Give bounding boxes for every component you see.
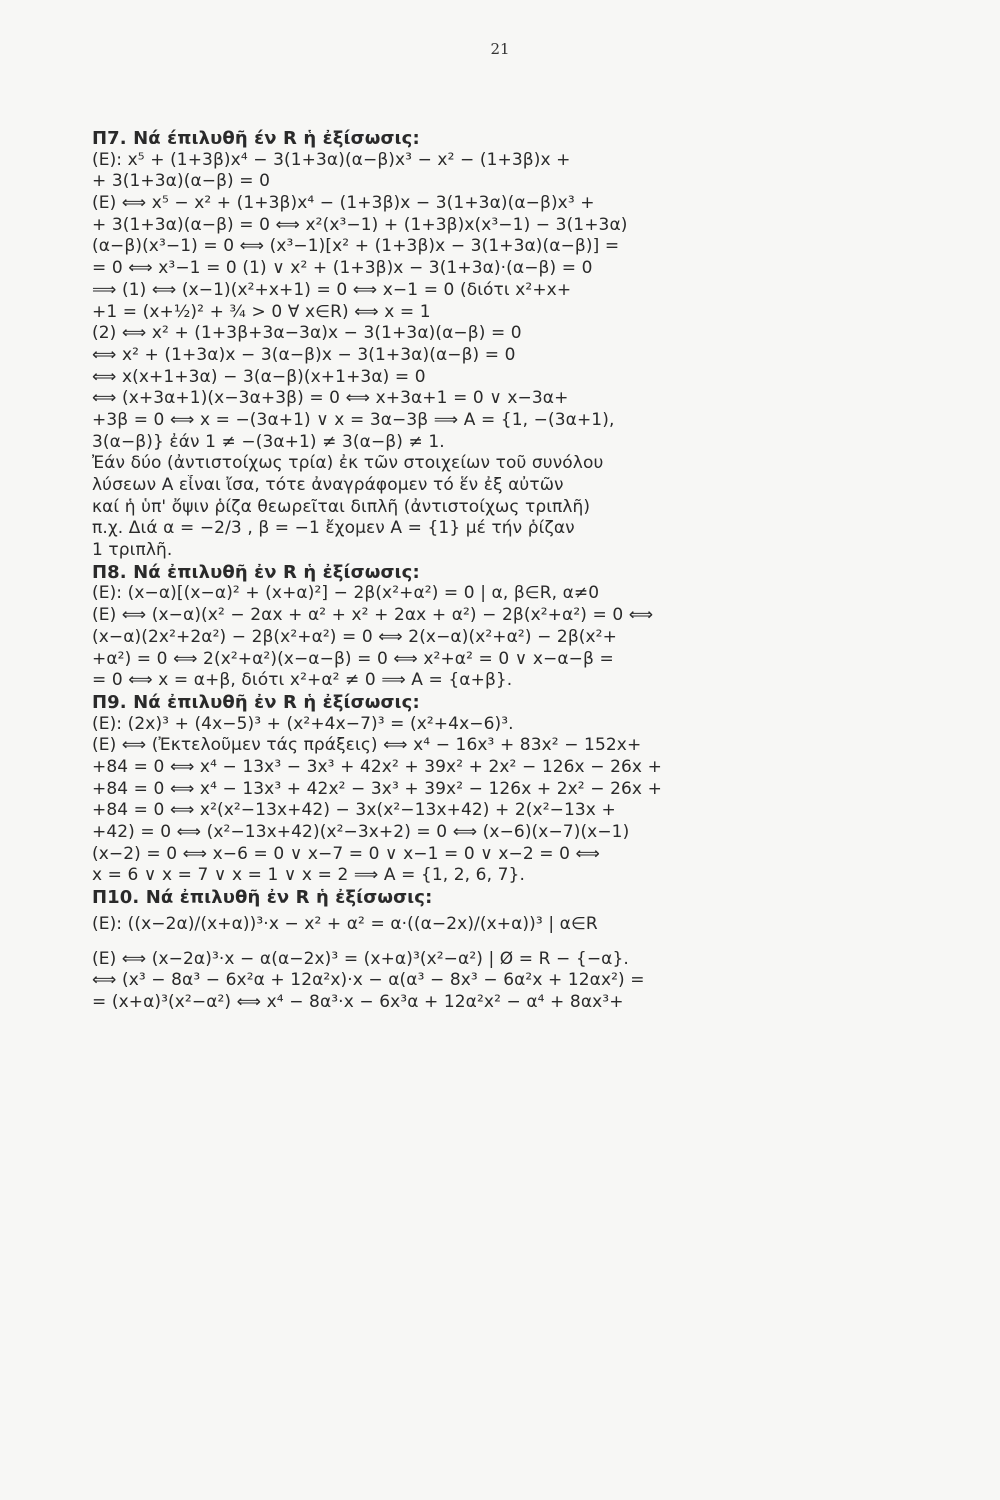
text-line: λύσεων A εἶναι ἴσα, τότε ἀναγράφομεν τό ἕν ἐξ αὐτῶν: [92, 475, 564, 495]
text-line: +84 = 0 ⟺ x²(x²−13x+42) − 3x(x²−13x+42) + 2(x²−13x +: [92, 800, 616, 821]
text-line: ⟺ (x³ − 8α³ − 6x²α + 12α²x)·x − α(α³ − 8x³ − 6α²x + 12αx²) =: [92, 970, 645, 991]
text-line: +3β = 0 ⟺ x = −(3α+1) ∨ x = 3α−3β ⟹ A = {1, −(3α+1),: [92, 409, 615, 430]
problem-heading: Π10. Νά ἐπιλυθῆ ἐν R ἡ ἐξίσωσις:: [92, 887, 433, 909]
text-line: = 0 ⟺ x = α+β, διότι x²+α² ≠ 0 ⟹ A = {α+β}.: [92, 670, 513, 691]
text-line: + 3(1+3α)(α−β) = 0 ⟺ x²(x³−1) + (1+3β)x(x³−1) − 3(1+3α): [92, 214, 628, 235]
text-line: + 3(1+3α)(α−β) = 0: [92, 171, 271, 192]
problem-heading: Π9. Νά ἐπιλυθῆ ἐν R ἡ ἐξίσωσις:: [92, 691, 420, 713]
text-line: (E) ⟺ x⁵ − x² + (1+3β)x⁴ − (1+3β)x − 3(1+3α)(α−β)x³ +: [92, 193, 595, 214]
text-line: 1 τριπλῆ.: [92, 540, 173, 561]
text-line: (E): ((x−2α)/(x+α))³·x − x² + α² = α·((α−2x)/(x+α))³ | α∈R: [92, 913, 598, 934]
text-line: (E) ⟺ (Ἐκτελοῦμεν τάς πράξεις) ⟺ x⁴ − 16x³ + 83x² − 152x+: [92, 735, 642, 756]
problem-heading: Π8. Νά ἐπιλυθῆ ἐν R ἡ ἐξίσωσις:: [92, 561, 420, 583]
text-line: (x−α)(2x²+2α²) − 2β(x²+α²) = 0 ⟺ 2(x−α)(x²+α²) − 2β(x²+: [92, 626, 617, 647]
text-line: ⟹ (1) ⟺ (x−1)(x²+x+1) = 0 ⟺ x−1 = 0 (διότι x²+x+: [92, 279, 572, 300]
text-line: (E) ⟺ (x−2α)³·x − α(α−2x)³ = (x+α)³(x²−α²) | Ø = R − {−α}.: [92, 948, 629, 969]
text-line: +1 = (x+½)² + ¾ > 0 ∀ x∈R) ⟺ x = 1: [92, 301, 431, 322]
text-line: (E): (x−α)[(x−α)² + (x+α)²] − 2β(x²+α²) = 0 | α, β∈R, α≠0: [92, 583, 600, 604]
text-line: π.χ. Διά α = −2/3 , β = −1 ἔχομεν A = {1} μέ τήν ῥίζαν: [92, 518, 575, 539]
text-line: [92, 939, 952, 949]
text-line: 3(α−β)} ἐάν 1 ≠ −(3α+1) ≠ 3(α−β) ≠ 1.: [92, 431, 445, 452]
text-line: καί ἡ ὑπ' ὄψιν ῥίζα θεωρεῖται διπλῆ (ἀντιστοίχως τριπλῆ): [92, 496, 591, 517]
text-line: (E): (2x)³ + (4x−5)³ + (x²+4x−7)³ = (x²+4x−6)³.: [92, 713, 514, 734]
text-line: (E): x⁵ + (1+3β)x⁴ − 3(1+3α)(α−β)x³ − x² − (1+3β)x +: [92, 149, 571, 170]
text-line: +α²) = 0 ⟺ 2(x²+α²)(x−α−β) = 0 ⟺ x²+α² = 0 ∨ x−α−β =: [92, 648, 614, 669]
page-number: 21: [490, 40, 510, 58]
text-line: x = 6 ∨ x = 7 ∨ x = 1 ∨ x = 2 ⟹ A = {1, 2, 6, 7}.: [92, 865, 525, 886]
text-line: (E) ⟺ (x−α)(x² − 2αx + α² + x² + 2αx + α²) − 2β(x²+α²) = 0 ⟺: [92, 605, 654, 626]
text-line: = 0 ⟺ x³−1 = 0 (1) ∨ x² + (1+3β)x − 3(1+3α)·(α−β) = 0: [92, 258, 593, 279]
handwritten-content: [92, 128, 952, 1014]
text-line: (x−2) = 0 ⟺ x−6 = 0 ∨ x−7 = 0 ∨ x−1 = 0 ∨ x−2 = 0 ⟺: [92, 843, 601, 864]
text-line: ⟺ x(x+1+3α) − 3(α−β)(x+1+3α) = 0: [92, 366, 426, 387]
text-line: = (x+α)³(x²−α²) ⟺ x⁴ − 8α³·x − 6x³α + 12α²x² − α⁴ + 8αx³+: [92, 992, 624, 1013]
text-line: ⟺ (x+3α+1)(x−3α+3β) = 0 ⟺ x+3α+1 = 0 ∨ x−3α+: [92, 388, 569, 409]
text-line: ⟺ x² + (1+3α)x − 3(α−β)x − 3(1+3α)(α−β) = 0: [92, 344, 516, 365]
problem-heading: Π7. Νά έπιλυθῆ έν R ἡ ἐξίσωσις:: [92, 128, 420, 149]
text-line: (α−β)(x³−1) = 0 ⟺ (x³−1)[x² + (1+3β)x − 3(1+3α)(α−β)] =: [92, 236, 620, 257]
text-line: +84 = 0 ⟺ x⁴ − 13x³ + 42x² − 3x³ + 39x² − 126x + 2x² − 26x +: [92, 778, 662, 799]
text-line: Ἐάν δύο (ἀντιστοίχως τρία) ἐκ τῶν στοιχείων τοῦ συνόλου: [92, 453, 604, 474]
text-line: (2) ⟺ x² + (1+3β+3α−3α)x − 3(1+3α)(α−β) = 0: [92, 323, 522, 344]
text-line: +42) = 0 ⟺ (x²−13x+42)(x²−3x+2) = 0 ⟺ (x−6)(x−7)(x−1): [92, 822, 630, 842]
text-line: +84 = 0 ⟺ x⁴ − 13x³ − 3x³ + 42x² + 39x² + 2x² − 126x − 26x +: [92, 756, 662, 777]
